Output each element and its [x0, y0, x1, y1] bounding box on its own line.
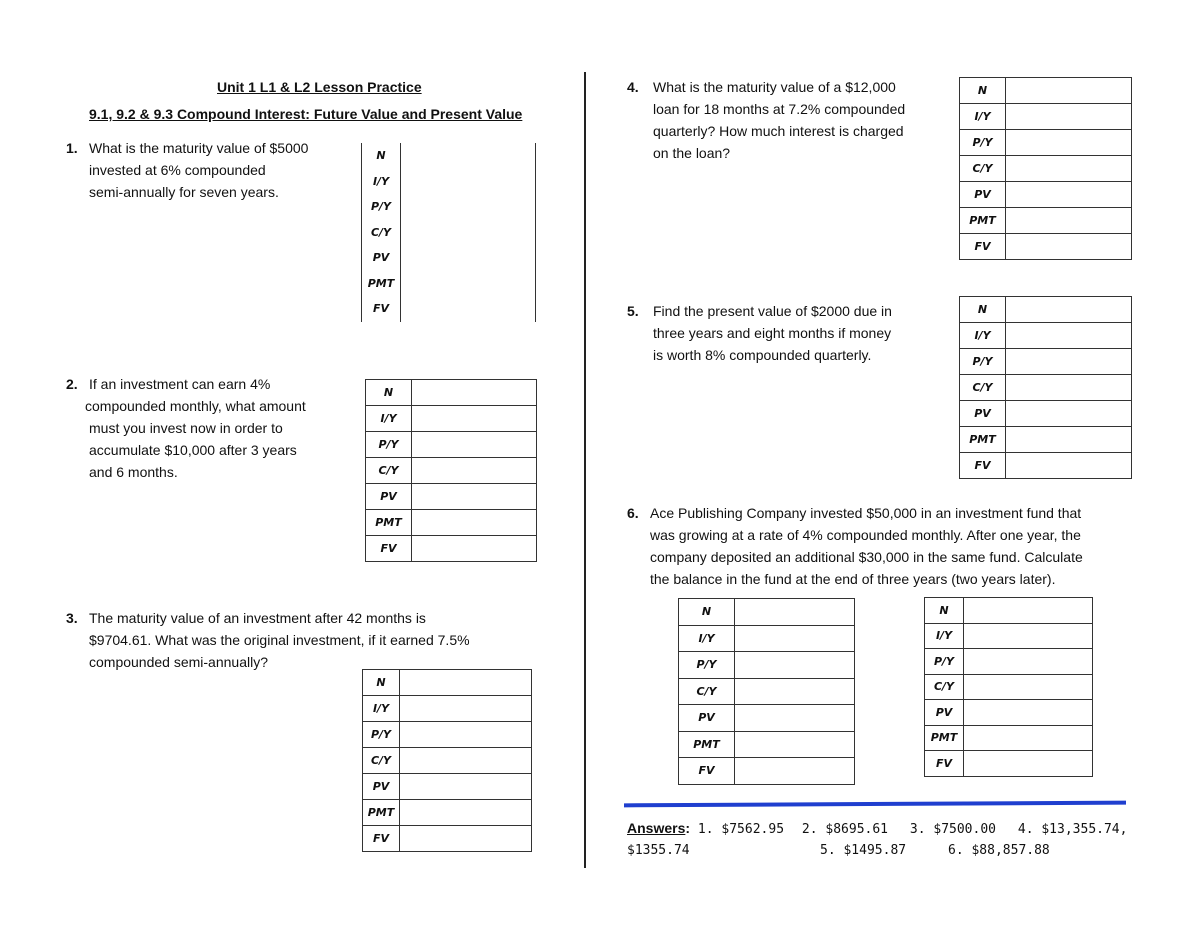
tvm-value-cell	[735, 705, 855, 732]
answer-6: 6. $88,857.88	[948, 843, 1050, 858]
tvm-label: PV	[366, 484, 412, 510]
tvm-value-cell	[412, 406, 537, 432]
tvm-value-cell	[1006, 323, 1132, 349]
tvm-label: C/Y	[960, 156, 1006, 182]
question-line: Find the present value of $2000 due in	[653, 303, 892, 319]
tvm-row	[679, 625, 855, 652]
tvm-row	[925, 598, 1093, 624]
tvm-table-q1	[361, 143, 536, 322]
tvm-row	[366, 510, 537, 536]
question-line: If an investment can earn 4%	[89, 376, 271, 392]
tvm-row	[679, 758, 855, 785]
tvm-row	[960, 349, 1132, 375]
tvm-row	[679, 705, 855, 732]
tvm-value-cell	[1006, 453, 1132, 479]
tvm-value-cell	[964, 700, 1093, 726]
question-1	[66, 137, 308, 203]
tvm-row	[363, 670, 532, 696]
tvm-value-cell	[1006, 182, 1132, 208]
tvm-label: N	[679, 599, 735, 626]
tvm-label: PV	[960, 182, 1006, 208]
tvm-label: PV	[362, 245, 401, 271]
tvm-label: FV	[363, 826, 400, 852]
tvm-value-cell	[401, 271, 536, 297]
tvm-row	[679, 652, 855, 679]
tvm-label: PV	[363, 774, 400, 800]
answer-1: 1. $7562.95	[697, 822, 785, 837]
tvm-row	[960, 427, 1132, 453]
tvm-value-cell	[401, 143, 536, 169]
answers-divider-line	[624, 801, 1126, 808]
question-3	[66, 607, 470, 673]
tvm-row	[960, 453, 1132, 479]
tvm-label: P/Y	[960, 349, 1006, 375]
question-5	[627, 300, 892, 366]
tvm-label: I/Y	[362, 169, 401, 195]
tvm-row	[362, 296, 536, 322]
tvm-row	[363, 826, 532, 852]
tvm-label: N	[960, 297, 1006, 323]
tvm-label: FV	[925, 751, 964, 777]
tvm-value-cell	[401, 169, 536, 195]
tvm-row	[960, 375, 1132, 401]
tvm-label: I/Y	[925, 623, 964, 649]
question-line: What is the maturity value of $5000	[89, 140, 309, 156]
tvm-value-cell	[400, 748, 532, 774]
tvm-row	[362, 245, 536, 271]
question-number: 2.	[66, 376, 78, 392]
tvm-label: PV	[925, 700, 964, 726]
tvm-value-cell	[735, 599, 855, 626]
tvm-label: FV	[366, 536, 412, 562]
tvm-row	[366, 484, 537, 510]
tvm-label: PMT	[960, 427, 1006, 453]
tvm-value-cell	[964, 725, 1093, 751]
tvm-row	[366, 458, 537, 484]
tvm-row	[960, 297, 1132, 323]
tvm-row	[960, 401, 1132, 427]
tvm-value-cell	[401, 245, 536, 271]
tvm-row	[925, 751, 1093, 777]
tvm-row	[362, 271, 536, 297]
question-line: on the loan?	[653, 145, 731, 161]
tvm-row	[960, 104, 1132, 130]
tvm-row	[362, 169, 536, 195]
tvm-value-cell	[964, 649, 1093, 675]
tvm-row	[363, 800, 532, 826]
tvm-label: N	[960, 78, 1006, 104]
question-line: quarterly? How much interest is charged	[653, 123, 904, 139]
page-subtitle: 9.1, 9.2 & 9.3 Compound Interest: Future Value and Present Value	[89, 106, 523, 122]
tvm-value-cell	[1006, 297, 1132, 323]
tvm-label: P/Y	[362, 194, 401, 220]
tvm-value-cell	[1006, 156, 1132, 182]
tvm-row	[366, 406, 537, 432]
tvm-value-cell	[735, 625, 855, 652]
tvm-value-cell	[735, 678, 855, 705]
question-line: semi-annually for seven years.	[89, 184, 279, 200]
tvm-row	[363, 696, 532, 722]
tvm-row	[925, 649, 1093, 675]
question-line: What is the maturity value of a $12,000	[653, 79, 896, 95]
tvm-value-cell	[1006, 375, 1132, 401]
question-number: 6.	[627, 505, 639, 521]
tvm-label: N	[363, 670, 400, 696]
tvm-label: FV	[679, 758, 735, 785]
question-line: compounded semi-annually?	[89, 654, 268, 670]
tvm-row	[925, 623, 1093, 649]
tvm-value-cell	[1006, 78, 1132, 104]
tvm-value-cell	[964, 623, 1093, 649]
tvm-label: PV	[679, 705, 735, 732]
tvm-label: P/Y	[679, 652, 735, 679]
question-2	[66, 373, 306, 483]
tvm-value-cell	[412, 484, 537, 510]
tvm-row	[362, 143, 536, 169]
tvm-label: N	[925, 598, 964, 624]
tvm-label: PMT	[925, 725, 964, 751]
tvm-label: PMT	[363, 800, 400, 826]
tvm-label: FV	[362, 296, 401, 322]
tvm-value-cell	[735, 731, 855, 758]
tvm-row	[925, 674, 1093, 700]
tvm-label: C/Y	[925, 674, 964, 700]
tvm-row	[925, 700, 1093, 726]
tvm-value-cell	[1006, 130, 1132, 156]
tvm-table-q4	[959, 77, 1132, 260]
tvm-value-cell	[400, 826, 532, 852]
tvm-table-q3	[362, 669, 532, 852]
question-line: The maturity value of an investment after 42 months is	[89, 610, 426, 626]
tvm-row	[960, 130, 1132, 156]
question-line: compounded monthly, what amount	[85, 398, 306, 414]
tvm-value-cell	[1006, 208, 1132, 234]
tvm-value-cell	[735, 758, 855, 785]
question-number: 5.	[627, 303, 639, 319]
tvm-label: I/Y	[366, 406, 412, 432]
tvm-value-cell	[400, 670, 532, 696]
tvm-value-cell	[412, 510, 537, 536]
tvm-row	[363, 774, 532, 800]
tvm-row	[679, 678, 855, 705]
tvm-value-cell	[735, 652, 855, 679]
tvm-label: PV	[960, 401, 1006, 427]
tvm-row	[366, 432, 537, 458]
tvm-label: P/Y	[960, 130, 1006, 156]
question-line: three years and eight months if money	[653, 325, 892, 341]
tvm-table-q5	[959, 296, 1132, 479]
tvm-row	[363, 748, 532, 774]
question-line: invested at 6% compounded	[89, 162, 266, 178]
tvm-label: N	[366, 380, 412, 406]
tvm-label: FV	[960, 234, 1006, 260]
question-line: is worth 8% compounded quarterly.	[653, 347, 872, 363]
tvm-value-cell	[964, 674, 1093, 700]
tvm-row	[925, 725, 1093, 751]
tvm-label: C/Y	[679, 678, 735, 705]
tvm-label: C/Y	[960, 375, 1006, 401]
answers-row-1: Answers: 1. $7562.95 2. $8695.61 3. $7500.00 4. $13,355.74,	[627, 820, 1128, 837]
answers-label: Answers	[627, 820, 686, 836]
tvm-row	[679, 731, 855, 758]
question-line: loan for 18 months at 7.2% compounded	[653, 101, 906, 117]
answer-3: 3. $7500.00	[909, 822, 996, 837]
tvm-value-cell	[964, 751, 1093, 777]
tvm-row	[363, 722, 532, 748]
tvm-value-cell	[964, 598, 1093, 624]
question-line: must you invest now in order to	[89, 420, 283, 436]
tvm-value-cell	[1006, 427, 1132, 453]
question-line: $9704.61. What was the original investment, if it earned 7.5%	[89, 632, 470, 648]
tvm-label: PMT	[679, 731, 735, 758]
question-line: accumulate $10,000 after 3 years	[89, 442, 297, 458]
tvm-label: P/Y	[366, 432, 412, 458]
tvm-value-cell	[400, 696, 532, 722]
tvm-row	[960, 156, 1132, 182]
tvm-value-cell	[412, 536, 537, 562]
tvm-value-cell	[401, 220, 536, 246]
question-4	[627, 76, 905, 164]
question-number: 4.	[627, 79, 639, 95]
tvm-value-cell	[1006, 104, 1132, 130]
tvm-row	[960, 208, 1132, 234]
answer-5: 5. $1495.87	[820, 843, 907, 858]
question-line: Ace Publishing Company invested $50,000 in an investment fund that	[650, 505, 1082, 521]
tvm-row	[960, 78, 1132, 104]
tvm-value-cell	[400, 800, 532, 826]
tvm-label: N	[362, 143, 401, 169]
tvm-label: PMT	[366, 510, 412, 536]
tvm-value-cell	[412, 380, 537, 406]
tvm-row	[366, 380, 537, 406]
tvm-value-cell	[401, 194, 536, 220]
question-line: company deposited an additional $30,000 in the same fund. Calculate	[650, 549, 1083, 565]
tvm-value-cell	[401, 296, 536, 322]
tvm-row	[362, 220, 536, 246]
tvm-row	[960, 182, 1132, 208]
answer-2: 2. $8695.61	[801, 822, 888, 837]
column-divider	[584, 72, 586, 868]
tvm-table-q2	[365, 379, 537, 562]
tvm-table-q6-a	[678, 598, 855, 785]
question-number: 1.	[66, 140, 78, 156]
tvm-row	[679, 599, 855, 626]
tvm-row	[960, 323, 1132, 349]
tvm-label: C/Y	[363, 748, 400, 774]
tvm-value-cell	[1006, 234, 1132, 260]
answer-4-interest: $1355.74	[627, 843, 690, 858]
answer-4: 4. $13,355.74,	[1017, 822, 1128, 837]
tvm-label: I/Y	[363, 696, 400, 722]
question-line: the balance in the fund at the end of three years (two years later).	[650, 571, 1056, 587]
tvm-value-cell	[400, 774, 532, 800]
tvm-table-q6-b	[924, 597, 1093, 777]
question-line: and 6 months.	[89, 464, 178, 480]
tvm-row	[960, 234, 1132, 260]
tvm-label: P/Y	[925, 649, 964, 675]
tvm-value-cell	[412, 432, 537, 458]
tvm-row	[362, 194, 536, 220]
page-title: Unit 1 L1 & L2 Lesson Practice	[217, 79, 422, 95]
tvm-label: I/Y	[960, 323, 1006, 349]
tvm-label: C/Y	[366, 458, 412, 484]
tvm-label: FV	[960, 453, 1006, 479]
tvm-label: C/Y	[362, 220, 401, 246]
tvm-label: PMT	[362, 271, 401, 297]
tvm-value-cell	[412, 458, 537, 484]
tvm-value-cell	[1006, 349, 1132, 375]
tvm-label: PMT	[960, 208, 1006, 234]
question-line: was growing at a rate of 4% compounded monthly. After one year, the	[650, 527, 1081, 543]
tvm-label: I/Y	[679, 625, 735, 652]
question-6	[627, 502, 1083, 590]
tvm-value-cell	[1006, 401, 1132, 427]
tvm-value-cell	[400, 722, 532, 748]
tvm-label: P/Y	[363, 722, 400, 748]
question-number: 3.	[66, 610, 78, 626]
tvm-label: I/Y	[960, 104, 1006, 130]
tvm-row	[366, 536, 537, 562]
